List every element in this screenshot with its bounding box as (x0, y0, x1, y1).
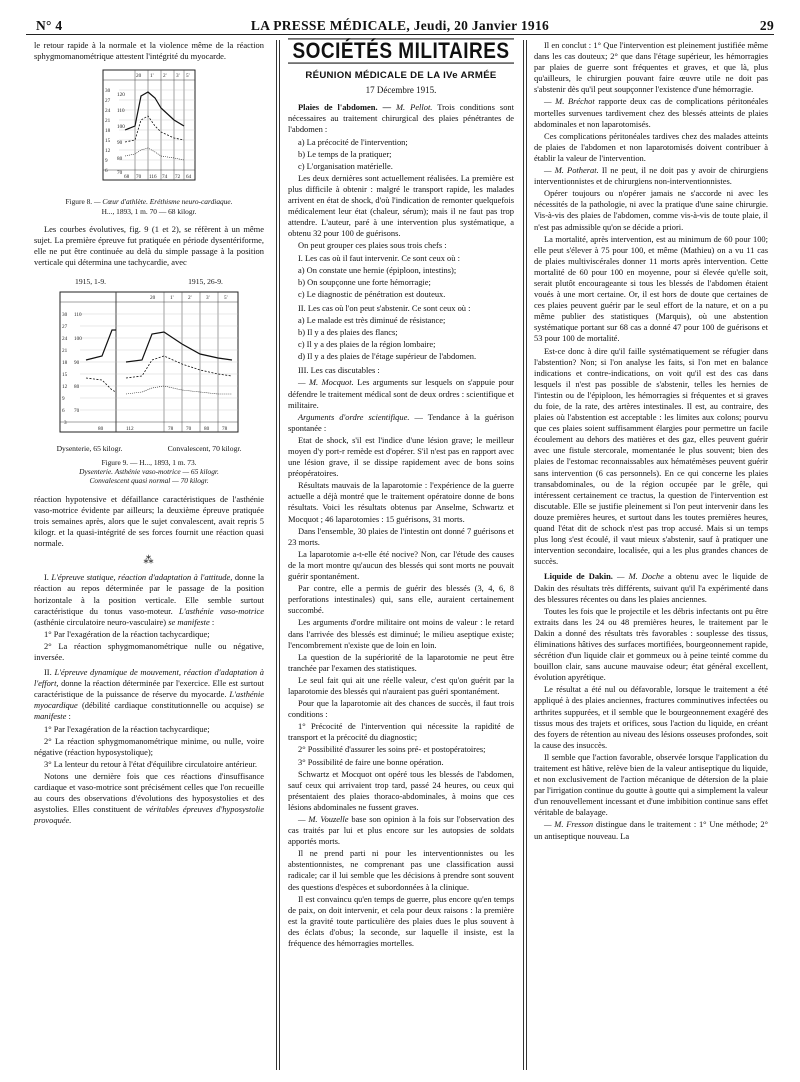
fig8-bottom: 74 (162, 174, 168, 181)
fig8-bottom: 70 (136, 174, 142, 181)
paragraph: Toutes les fois que le projectile et les débris infectants ont pu être extraits dans les 24 ou 48 premières heures, le traitement par le Dakin a donné des résultats très favorables : souplesse des tissus, éliminations hâtives des surfaces mortifiées, bourgeonnement rapide, sécrétion d'un liquide clair et gommeux ou à peine teinté comme du bouillon clair, sans aucune mauvaise odeur; état général excellent, évolution apyrétique. (534, 605, 768, 683)
fig8-curve (125, 148, 184, 160)
fig8-ylabel-right: 120 (117, 92, 125, 99)
paragraph: Plaies de l'abdomen. — M. Pellot. Trois conditions sont nécessaires au traitement chirurgical des plaies pénétrantes de l'abdomen : (288, 102, 514, 135)
paragraph: Le seul fait qui ait une réelle valeur, c'est qu'on guérit par la laparotomie des blessés qui n'auraient pas guéri spontanément. (288, 674, 514, 696)
paragraph: II. Les cas où l'on peut s'abstenir. Ce sont ceux où : (298, 302, 471, 313)
figure-9-caption (34, 458, 264, 486)
journal-title: LA PRESSE MÉDICALE, Jeudi, 20 Janvier 1916 (250, 18, 550, 33)
fig9-ylabel: 21 (62, 348, 68, 355)
paragraph: 1° Précocité de l'intervention qui nécessite la rapidité de transport et la précocité du diagnostic; (288, 721, 514, 743)
paragraph: III. Les cas discutables : (298, 365, 380, 376)
paragraph: réaction hypotensive et défaillance caractéristiques de l'asthénie vaso-motrice évidente par ailleurs; la deuxième épreuve pratiquée trois semaines après, alors que le sujet convalescent, avait repris 5 kilogr. et la quasi-intégrité de ses forces fournit une réaction quasi normale. (34, 493, 264, 549)
fig9-date: 1915, 1-9. (75, 277, 107, 287)
column-divider (526, 40, 527, 1070)
fig8-ylabel: 15 (105, 138, 111, 145)
issue-number: N° 4 (36, 18, 63, 33)
paragraph: Il est convaincu qu'en temps de guerre, plus encore qu'en temps de paix, on doit intervenir, et cela pour deux raisons : la première est la gravité toute particulière des plaies dues le plus souvent à des éclats d'obus; la seconde, sur laquelle il insiste, est la fréquence des hémorragies mortelles. (288, 893, 514, 949)
fig8-ylabel: 27 (105, 98, 111, 105)
fig9-date: 1915, 26-9. (188, 277, 223, 287)
fig8-colhead: 2' (163, 73, 167, 80)
fig8-bottom: 116 (149, 174, 157, 181)
fig9-bottom: 112 (126, 426, 134, 433)
figure-8 (34, 68, 264, 216)
fig9-caption-sub: Dysenterie. Asthénie vaso-motrice — 65 kilogr. (79, 466, 219, 476)
figure-8-chart (89, 68, 209, 194)
fig9-ylabel: 3 (64, 420, 67, 427)
list-item: d) Il y a des plaies de l'étage supérieur de l'abdomen. (298, 351, 477, 362)
fig8-ylabel: 18 (105, 128, 111, 135)
paragraph: I. L'épreuve statique, réaction d'adaptation à l'attitude, donne la réaction au repos déterminée par le passage de la position horizontale à la position verticale. Elle semble surtout caractéristique du tonus vaso-moteur. L'asthénie vaso-motrice (asthénie circulatoire neuro-vasculaire) se manifeste : (34, 572, 265, 627)
fig9-ylabel: 24 (62, 336, 68, 343)
paragraph: Dans l'ensemble, 30 plaies de l'intestin ont donné 7 guérisons et 23 morts. (288, 525, 514, 547)
paragraph: 1° Par l'exagération de la réaction tachycardique; (44, 723, 210, 734)
paragraph: Les courbes évolutives, fig. 9 (1 et 2), se réfèrent à un même sujet. La première épreuve fut pratiquée en période dysentériforme, elle ne put être continuée au delà du simple passage à la position verticale qui détermina une tachycardie, avec (34, 224, 264, 268)
paragraph: 3° La lenteur du retour à l'état d'équilibre circulatoire antérieur. (44, 758, 258, 769)
list-item: c) L'organisation matérielle. (298, 160, 393, 171)
fig8-ylabel-right: 70 (117, 170, 123, 177)
asterism-divider: ⁂ (143, 555, 155, 567)
paragraph: — M. Fresson distingue dans le traitement : 1° Une méthode; 2° un antiseptique nouveau. La (534, 819, 769, 841)
paragraph: — M. Potherat. Il ne peut, il ne doit pas y avoir de chirurgiens interventionnistes et de chirurgiens non-interventionnistes. (534, 165, 768, 187)
paragraph: On peut grouper ces plaies sous trois chefs : (298, 240, 447, 251)
fig9-colhead: 5' (224, 295, 228, 302)
fig9-caption-label: Figure 9. (101, 457, 129, 467)
fig9-colhead: 2' (188, 295, 192, 302)
paragraph: le retour rapide à la normale et la violence même de la réaction sphygmomanométrique attestent l'intégrité du myocarde. (34, 40, 264, 62)
running-header (26, 8, 774, 34)
fig8-ylabel: 12 (105, 148, 111, 155)
section-date: 17 Décembre 1915. (365, 85, 437, 96)
paragraph: — M. Bréchot rapporte deux cas de complications péritonéales mortelles survenues tardivement chez des blessés atteints de plaies abdominales et non laparotomisés. (534, 96, 769, 129)
paragraph: La mortalité, après intervention, est au minimum de 60 pour 100; elle peut s'élever à 75 pour 100, et même (Mathieu) on a vu 11 cas de plaies multiviscérales donner 11 morts après intervention. Cette mortalité de 60 pour 100 en moyenne, pour si élevée qu'elle soit, serait plutôt encourageante si tous les blessés de l'abdomen étaient voués à une mort certaine. Or, il est hors de doute que certaines de ces plaies peuvent guérir par le seul effort de la nature, et on a pu même publier des statistiques (Marquis), où une abstention systématique portant sur 68 cas a donné 47 pour 100 de guérisons et 53 pour 100 de mortalité. (534, 233, 768, 344)
section-title: SOCIÉTÉS MILITAIRES (288, 38, 514, 63)
column-right (534, 40, 768, 843)
fig8-colhead: 5' (186, 73, 190, 80)
paragraph: Les deux dernières sont actuellement réalisées. La première est plus difficile à obtenir : malgré le transport rapide, les malades arrivent en état de shock, d'où l'indication de remonter quelquefois médicalement leur état (chaleur, sérum); mais il ne faut pas trop attendre. L'auteur, paré à une intervention plus systématique, a obtenu 32 pour 100 de guérisons. (288, 172, 514, 239)
paragraph: Il ne prend parti ni pour les interventionnistes ou les abstentionnistes, ne comprenant pas une classification aussi radicale; car il lui semble que les décisions à prendre sont souvent des questions d'espèces et subordonnées à la clinique. (288, 848, 514, 892)
paragraph: Le résultat a été nul ou défavorable, lorsque le traitement a été appliqué à des plaies anciennes, fractures comminutives infectées ou arthrites suppurées, et il semble que le bourgeonnement exagéré des tissus mous des trajets et orifices, sous l'action du liquide, en créant des foyers de rétention au niveau des lésions osseuses profondes, soit la cause des insuccès. (534, 684, 768, 750)
paragraph: 2° Possibilité d'assurer les soins pré- et postopératoires; (298, 744, 486, 755)
fig9-colhead: 1' (170, 295, 174, 302)
fig8-ylabel: 6 (105, 168, 108, 175)
fig9-ylabel: 30 (62, 312, 68, 319)
paragraph: La laparotomie a-t-elle été nocive? Non, car l'étude des causes de la mort montre qu'aucun des blessés qui sont morts ne pouvait guérir spontanément. (288, 548, 514, 582)
fig8-colhead: 20 (136, 73, 142, 80)
paragraph: 3° Possibilité de faire une bonne opération. (298, 756, 444, 767)
fig9-colhead: 3' (206, 295, 210, 302)
paragraph: Résultats mauvais de la laparotomie : l'expérience de la guerre actuelle a déjà montré que le traitement opératoire donne de bons résultats. Voici les résultats obtenus par Anselme, Schwartz et Mocquot ; 46 laparotomies : 15 guérisons, 31 morts. (288, 480, 514, 524)
fig9-ylabel-right: 110 (74, 312, 82, 319)
header-rule (26, 34, 774, 35)
page-number: 29 (759, 18, 774, 33)
fig8-caption-sub: H..., 1893, 1 m. 70 — 68 kilogr. (101, 206, 197, 216)
column-divider (276, 40, 277, 1070)
list-item: b) Le temps de la pratiquer; (298, 148, 392, 159)
fig9-bottom: 78 (168, 426, 174, 433)
list-item: a) On constate une hernie (épiploon, intestins); (298, 264, 457, 275)
paragraph: Il semble que l'action favorable, observée lorsque l'application du traitement est hâtive, relève bien de la valeur antiseptique du liquide, et non exclusivement de l'action mécanique de détersion de la plaie par l'irrigation continue du goutte à goutte qui a simplement la valeur d'un renouvellement incessant et d'une imbibition continue sans effet véritable de balayage. (534, 751, 768, 818)
fig8-bottom: 64 (186, 174, 192, 181)
paragraph: Ces complications péritonéales tardives chez des malades atteints de plaies de l'abdomen et non laparotomisés doivent contribuer à établir la valeur de l'intervention. (534, 130, 768, 163)
figure-9 (34, 276, 264, 485)
paragraph: La question de la supériorité de la laparotomie ne peut être tranchée par l'examen des statistiques. (288, 651, 514, 673)
paragraph: Notons une dernière fois que ces réactions d'insuffisance cardiaque et vaso-motrice sont précisément celles que l'on recueille au cours des observations d'évolutions des hyposystolies et des asystolies. Elles constituent de véritables épreuves d'hyposystolie provoquée. (34, 770, 264, 826)
paragraph: 1° Par l'exagération de la réaction tachycardique; (44, 628, 210, 639)
paragraph: 2° La réaction sphygmomanométrique minime, ou nulle, voire négative (réaction hyposystolique); (34, 735, 264, 757)
section-heading (288, 40, 514, 96)
column-left (34, 40, 264, 827)
paragraph: Arguments d'ordre scientifique. — Tendance à la guérison spontanée : (288, 411, 514, 433)
fig8-bottom: 72 (175, 174, 181, 181)
fig8-caption-desc: — Cœur d'athlète. Eréthisme neuro-cardiaque. (93, 197, 233, 207)
fig9-curve-a (86, 378, 116, 392)
paragraph: Schwartz et Mocquot ont opéré tous les blessés de l'abdomen, sauf ceux qui arrivaient trop tard, passé 24 heures, ou ceux qui présentaient des plaies thoraco-abdominales, à moins que ces lésions abdominales ne fussent graves. (288, 768, 514, 812)
paragraph: — M. Vouzelle base son opinion à la fois sur l'observation des cas traités par lui et plus encore sur les autopsies de soldats apportés morts. (288, 814, 514, 847)
fig8-ylabel-right: 90 (117, 140, 123, 147)
paragraph: I. Les cas où il faut intervenir. Ce sont ceux où : (298, 252, 460, 263)
fig9-curve-b (126, 332, 232, 362)
paragraph: Liquide de Dakin. — M. Doche a obtenu avec le liquide de Dakin des résultats très différents, suivant qu'il l'a expérimenté dans des blessures récentes ou dans les plaies anciennes. (534, 571, 768, 604)
fig9-ylabel-right: 70 (74, 408, 80, 415)
figure-9-chart (46, 290, 252, 440)
paragraph: Les arguments d'ordre militaire ont moins de valeur : le retard dans l'arrivée des blessés est diminué; le milieu aseptique existe; l'encombrement n'existe que de loin en loin. (288, 617, 514, 650)
fig9-labels (34, 443, 264, 454)
fig9-ylabel: 15 (62, 372, 68, 379)
paragraph: Pour que la laparotomie ait des chances de succès, il faut trois conditions : (288, 698, 514, 720)
fig9-caption-desc: — H..., 1893, 1 m. 73. (130, 457, 197, 467)
fig8-ylabel-right: 100 (117, 124, 125, 131)
fig9-curve-a (86, 330, 116, 360)
fig9-ylabel: 27 (62, 324, 68, 331)
list-item: b) Il y a des plaies des flancs; (298, 327, 398, 338)
fig9-ylabel-right: 90 (74, 360, 80, 367)
list-item: c) Le diagnostic de pénétration est douteux. (298, 288, 446, 299)
fig9-bottom: 78 (222, 426, 228, 433)
paragraph: 2° La réaction sphygmomanométrique nulle ou négative, inversée. (34, 640, 264, 662)
fig8-ylabel: 24 (105, 108, 111, 115)
fig9-curve-b (126, 386, 232, 394)
fig9-ylabel: 9 (62, 396, 65, 403)
fig9-ylabel-right: 80 (74, 384, 80, 391)
paragraph: Etat de shock, s'il est l'indice d'une lésion grave; le meilleur moyen d'y port-r remède est d'opérer. S'il n'est pas en rapport avec une lésion grave, il se dissipe rapidement avec de bons soins préopératoires. (288, 434, 514, 479)
fig8-colhead: 1' (150, 73, 154, 80)
paragraph: Opérer toujours ou n'opérer jamais ne s'accorde ni avec les nécessités de la pathologie, ni avec la pratique d'une saine chirurgie. Vis-à-vis des plaies de l'abdomen, comme vis-à-vis de toute plaie, il n'est pas admissible qu'on se décide a priori. (534, 188, 768, 232)
fig8-caption-label: Figure 8. (65, 197, 93, 207)
fig8-ylabel-right: 80 (117, 156, 123, 163)
fig8-colhead: 3' (176, 73, 180, 80)
fig8-curve (125, 92, 184, 130)
paragraph: II. L'épreuve dynamique de mouvement, réaction d'adaptation à l'effort, donne la réaction déterminée par l'exercice. Elle est surtout caractéristique de la puissance de réserve du myocarde. L'asthénie myocardique (débilité cardiaque constitutionnelle ou acquise) se manifeste : (34, 667, 264, 722)
column-divider (523, 40, 524, 1070)
list-item: b) On soupçonne une forte hémorragie; (298, 276, 431, 287)
column-divider (279, 40, 280, 1070)
list-item: c) Il y a des plaies de la région lombaire; (298, 339, 436, 350)
fig9-bottom: 80 (204, 426, 210, 433)
fig8-ylabel-right: 110 (117, 108, 125, 115)
fig9-bottom: 80 (98, 426, 104, 433)
fig8-ylabel: 9 (105, 158, 108, 165)
paragraph: Est-ce donc à dire qu'il faille systématiquement se réfugier dans l'abstention? Non; si l'on analyse les faits, si l'on met en balance indications et contre-indications, on voit qu'il est des cas dans lesquels il n'est pas possible de s'abstenir, telles les hernies de l'intestin ou de l'épiploon, les hémorragies si fréquentes et si graves du foie, de la rate, des artères intestinales. Il est, au contraire, des plaies où l'abstention est acceptable : les limites aux colons; pourvu que ces plaies soient suffisamment élargies pour permettre un facile écoulement au dehors des matières et des gaz, elles peuvent guérir avec une fistule stercorale, momentanée le plus souvent; bien des plaies de l'estomac reconnaissables aux hématémèses peuvent guérir sans intervention (6 cas personnels). En ce qui concerne les plaies transabdominales, ou de la région occupée par le grêle, qui intéressent certainement ce tractus, la question de l'intervention est discutable. Elle se justifie pleinement si l'on peut intervenir dans les douze premières heures, et surtout dans les toutes premières heures, quand l'état dit de schock n'est pas trop accusé. Mais si un temps plus long s'est écoulé, il vaut mieux s'abstenir, sauf à pratiquer une intervention secondaire, localisée, qui a les plus grandes chances de succès. (534, 345, 768, 567)
fig9-colhead: 20 (150, 295, 156, 302)
section-subtitle: RÉUNION MÉDICALE DE LA IVe ARMÉE (305, 70, 497, 82)
paragraph: Par contre, elle a permis de guérir des blessés (3, 4, 6, 8 perforations intestinales) qui, sans elle, auraient certainement succombé. (288, 583, 514, 616)
list-item: a) Le malade est très diminué de résistance; (298, 314, 446, 325)
column-middle (288, 40, 514, 950)
fig8-ylabel: 21 (105, 118, 111, 125)
paragraph: Il en conclut : 1° Que l'intervention est pleinement justifiée même dans les cas douteux; 2° que dans l'étage supérieur, les hémorragies par plaies de guerre sont fréquentes et graves, et que là, plus qu'ailleurs, le chirurgien pouvant faire œuvre utile ne doit pas s'abstenir dès qu'il peut soupçonner l'existence d'une hémorragie. (534, 40, 768, 95)
fig9-bottom: 70 (186, 426, 192, 433)
fig8-ylabel: 30 (105, 88, 111, 95)
list-item: a) La précocité de l'intervention; (298, 136, 408, 147)
paragraph: — M. Mocquot. Les arguments sur lesquels on s'appuie pour défendre le traitement médical sont de deux ordres : scientifique et militaire. (288, 377, 514, 410)
fig8-bottom: 68 (124, 174, 130, 181)
fig9-label: Dysenterie, 65 kilogr. (56, 444, 123, 454)
fig9-ylabel: 12 (62, 384, 68, 391)
fig9-ylabel: 18 (62, 360, 68, 367)
fig9-dates (34, 276, 264, 287)
fig9-ylabel-right: 100 (74, 336, 82, 343)
fig9-caption-sub: Convalescent quasi normal — 70 kilogr. (89, 476, 209, 486)
fig9-label: Convalescent, 70 kilogr. (167, 444, 242, 454)
fig9-ylabel: 6 (62, 408, 65, 415)
figure-8-caption (34, 197, 264, 216)
